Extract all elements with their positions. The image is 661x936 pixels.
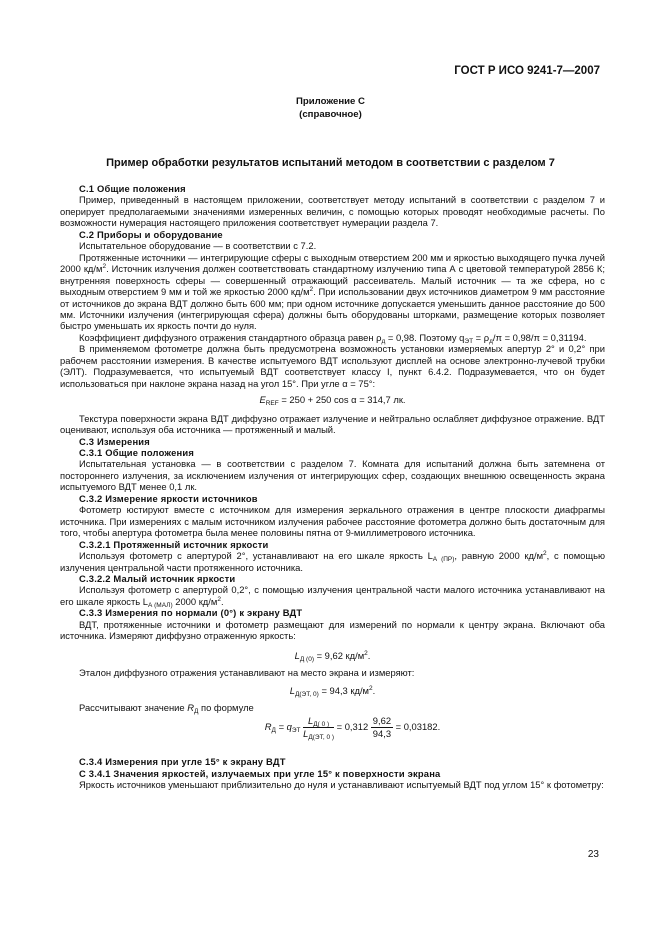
section-heading: С 3.4.1 Значения яркостей, излучаемых при угле 15° к поверхности экрана [79, 767, 441, 779]
appendix-title: Пример обработки результатов испытаний методом в соответствии с разделом 7 [106, 157, 555, 169]
section-heading: С.3.2.2 Малый источник яркости [79, 572, 236, 584]
paragraph: Эталон диффузного отражения устанавливают на место экрана и измеряют: [79, 667, 415, 679]
fraction: $\frac{9,62}{94,3}$ [372, 715, 392, 740]
paragraph: Рассчитывают значение $R_Д$ по формуле [79, 702, 254, 716]
appendix-type: (справочное) [299, 109, 362, 120]
paragraph: В применяемом фотометре должна быть предусмотрена возможность установки измеряемых апертур 2° и 0,2° при рабочем расстоянии измерения. В качестве испытуемого ВДТ используют дисплей на основе электронно-лучевой трубки (ЭЛТ). Подразумевается, что испытуемый ВДТ соответствует классу I, пункт 6.4.2. Подразумевается, что он будет использоваться при наклоне экрана назад на угол 15°. При угле α = 75°: [60, 343, 605, 389]
formula-ld0: $L_{Д (0)} = 9,62$ $кд/м^2$. [294, 649, 371, 663]
paragraph: Фотометр юстируют вместе с источником для измерения зеркального отражения в центре плоскости диафрагмы источника. При измерениях с малым источником излучения рабочее расстояние фотометра должно быть достаточным для того, чтобы апертура фотометра была менее половины пятна от 9-миллиметрового источника. [60, 504, 605, 539]
formula-rd: $R_Д = q_{ЭТ}$ $\frac{L_{Д( 0 )}}{L_{Д(ЭТ, 0 )}}$ = 0,312 $\frac{9,62}{94,3}$ = 0,03182. [264, 715, 441, 742]
section-heading: С.3.2 Измерение яркости источников [79, 492, 258, 504]
paragraph: ВДТ, протяженные источники и фотометр размещают для измерений по нормали к центру экрана. Включают оба источника. Измеряют диффузно отраженную яркость: [60, 618, 605, 642]
paragraph: Текстура поверхности экрана ВДТ диффузно отражает излучение и нейтрально ослабляет диффузное отражение. ВДТ оценивают, используя оба источника — протяженный и малый. [60, 412, 605, 436]
section-heading: С.2 Приборы и оборудование [79, 228, 223, 240]
paragraph: Испытательное оборудование — в соответствии с 7.2. [79, 240, 317, 252]
document-body [60, 183, 605, 791]
paragraph: Используя фотометр с апертурой 2°, устанавливают на его шкале яркость $L_{А (ПР)}$, равную 2000 $кд/м^2$, с помощью излучения центральной части протяженного источника. [60, 549, 606, 573]
paragraph: Испытательная установка — в соответствии с разделом 7. Комната для испытаний должна быть затемнена от постороннего излучения, за исключением излучения от интегрирующих сфер, создающих внешнюю освещенность экрана испытуемого ВДТ менее 0,1 лк. [60, 458, 605, 493]
page-number: 23 [587, 849, 599, 860]
paragraph: Коэффициент диффузного отражения стандартного образца равен $\rho_д = 0,98$. Поэтому $q_{ЭТ} = \rho_д/\pi = 0,98/\pi = 0,31194$. [79, 331, 587, 345]
section-heading: С.3.4 Измерения при угле 15° к экрану ВДТ [79, 756, 286, 768]
formula-eref: $E_{REF} = 250 + 250$ cos α = 314,7 лк. [259, 394, 406, 408]
section-heading: С.1 Общие положения [79, 183, 186, 194]
standard-header: ГОСТ Р ИСО 9241-7—2007 [454, 65, 600, 77]
paragraph: Протяженные источники — интегрирующие сферы с выходным отверстием 200 мм и яркостью выходящего пучка лучей 2000 $кд/м^2$. Источник излучения должен соответствовать стандартному излучению типа А с цветовой температурой 2856 К; внутренняя поверхность сферы — совершенный отражающий рассеиватель. Малый источник — та же сфера, но с выходным отверстием 9 мм и той же яркостью 2000 $кд/м^2$. При использовании двух источников диаметром 9 мм расстояние от источников до экрана ВДТ должно быть 600 мм; при одном источнике допускается уменьшить данное расстояние до 500 мм. Источники излучения (интегрирующая сфера) должны быть оборудованы шторками, размещение которых позволяет быстро уменьшать их яркость почти до нуля. [60, 251, 605, 332]
paragraph: Используя фотометр с апертурой 0,2°, с помощью излучения центральной части малого источника устанавливают на его шкале яркость $L_{А (МАЛ)}$ 2000 $кд/м^2$. [60, 584, 605, 609]
section-heading: С.3.1 Общие положения [79, 446, 195, 458]
section-heading: С.3.3 Измерения по нормали (0°) к экрану ВДТ [79, 607, 303, 619]
fraction: $\frac{L_{Д( 0 )}}{L_{Д(ЭТ, 0 )}}$ [303, 715, 335, 742]
section-heading: С.3 Измерения [79, 435, 150, 447]
formula-ldet: $L_{Д(ЭТ, 0)} = 94,3$ $кд/м^2$. [289, 684, 376, 698]
paragraph: Яркость источников уменьшают приблизительно до нуля и устанавливают испытуемый ВДТ под углом 15° к фотометру: [79, 779, 604, 791]
appendix-label: Приложение С [296, 96, 365, 107]
section-heading: С.3.2.1 Протяженный источник яркости [79, 538, 269, 550]
paragraph: Пример, приведенный в настоящем приложении, соответствует методу испытаний в соответствии с разделом 7 и оперирует предполагаемыми значениями измеренных величин, с помощью которых проводят необходимые расчеты. По возможности нумерация настоящего приложения соответствует нумерации раздела 7. [60, 194, 605, 229]
